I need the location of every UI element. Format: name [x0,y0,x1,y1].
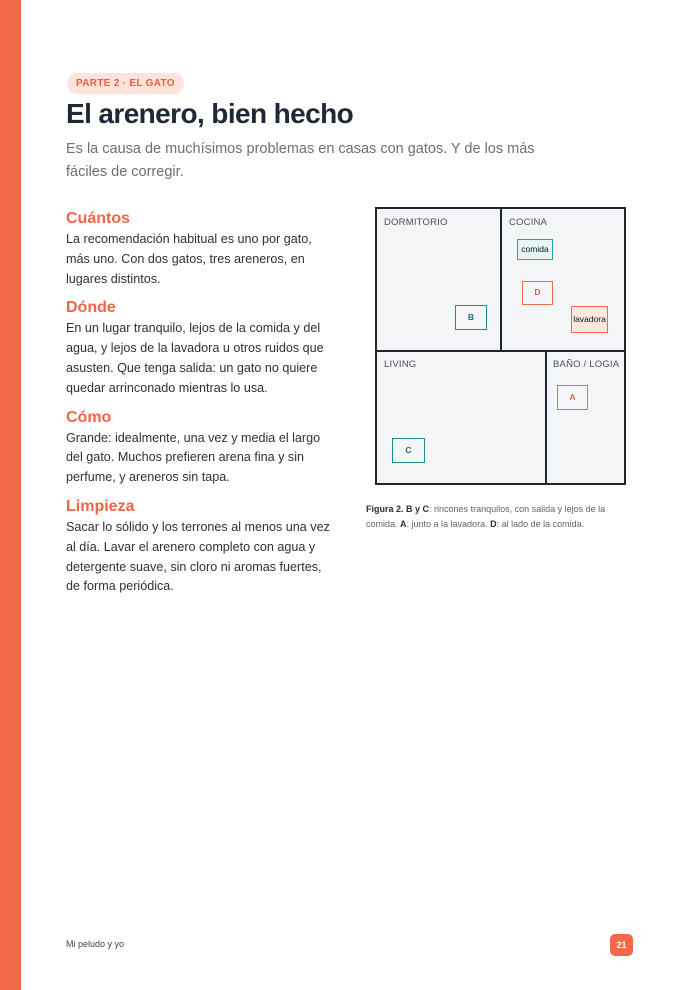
caption-a-label: A [400,519,407,529]
room-label-bathroom: BAÑO / LOGIA [553,359,620,370]
section-body-cuantos: La recomendación habitual es uno por gato, más uno. Con dos gatos, tres areneros, en lugares distintos. [66,232,312,286]
room-label-living: LIVING [384,359,417,370]
side-accent-bar [0,0,21,990]
litter-box-c: C [392,438,425,463]
wall-horizontal-middle [377,350,624,352]
page-number-badge: 21 [610,934,633,956]
wall-vertical-top [500,209,502,351]
section-body-como: Grande: idealmente, una vez y media el largo del gato. Muchos prefieren arena fina y sin perfume, y areneros sin tapa. [66,430,321,485]
section-title-cuantos: Cuántos [66,210,130,227]
footer-publication-title: Mi peludo y yo [66,939,125,949]
wall-vertical-bottom [545,350,547,483]
caption-prefix: Figura 2. [366,504,404,514]
food-bowl-marker: comida [517,239,553,260]
caption-d-text: : al lado de la comida. [496,519,585,529]
washer-marker: lavadora [571,306,608,333]
section-body-limpieza: Sacar lo sólido y los terrones al menos una vez al día. Lavar el arenero completo con agua y detergente suave, sin cloro ni aromas fuertes, de forma periódica. [66,519,330,594]
litter-box-b: B [455,305,487,330]
section-title-limpieza: Limpieza [66,497,135,515]
floor-plan-diagram [375,207,626,485]
page-subtitle: Es la causa de muchísimos problemas en casas con gatos. Y de los más fáciles de corregir. [66,141,535,180]
room-label-bedroom: DORMITORIO [384,217,448,228]
litter-box-d: D [522,281,553,305]
room-label-kitchen: COCINA [509,217,548,228]
litter-box-a: A [557,385,588,410]
section-title-donde: Dónde [66,299,116,317]
figure-caption [366,502,628,532]
section-tag: PARTE 2 · EL GATO [67,73,184,94]
caption-a-text: : junto a la lavadora. [406,519,491,529]
section-title-como: Cómo [66,408,112,426]
page-title: El arenero, bien hecho [66,98,354,129]
caption-bc-label: B y C [406,504,430,514]
caption-bc-text: : rincones tranquilos, con salida y lejos de la comida. [366,504,606,529]
section-body-donde: En un lugar tranquilo, lejos de la comida y del agua, y lejos de la lavadora u otros ruidos que asusten. Que tenga salida: un gato no quiere quedar arrinconado mientras lo usa. [66,321,324,395]
text-column [66,208,338,605]
caption-d-label: D [490,519,497,529]
